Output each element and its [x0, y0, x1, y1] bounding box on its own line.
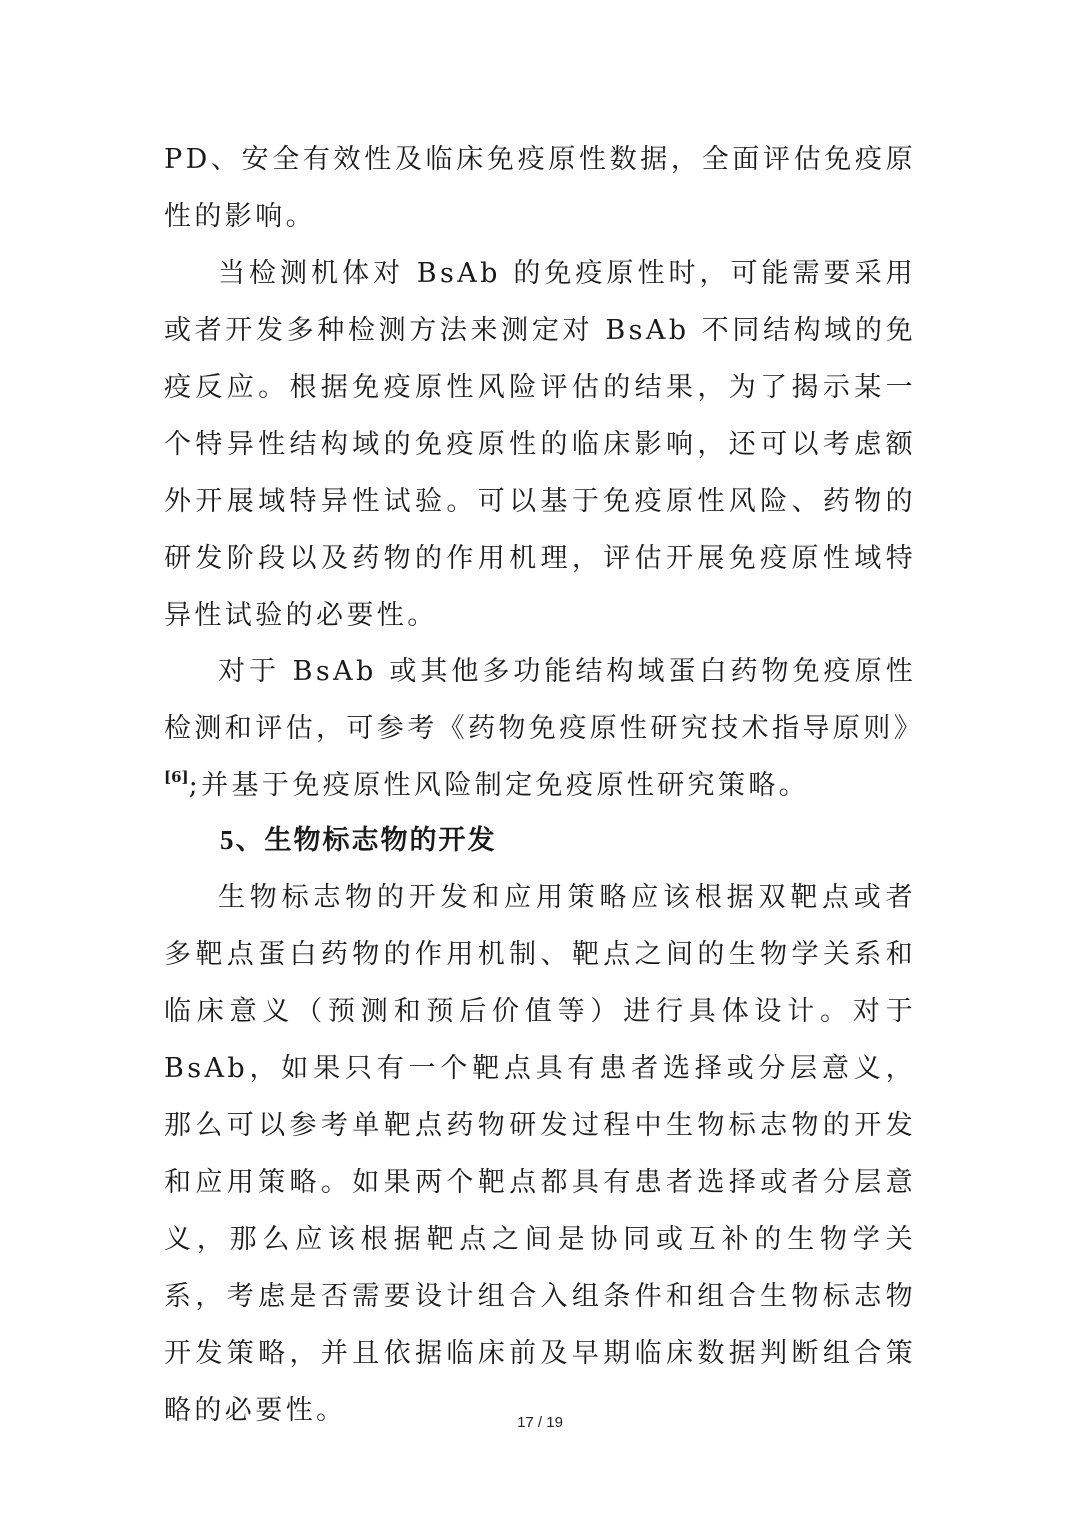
citation-reference: [6] [164, 768, 189, 786]
paragraph-1: PD、安全有效性及临床免疫原性数据，全面评估免疫原性的影响。 [164, 144, 916, 232]
page-number: 17 / 19 [517, 1414, 563, 1431]
section-number: 5、 [220, 825, 265, 855]
paragraph-2: 当检测机体对 BsAb 的免疫原性时，可能需要采用或者开发多种检测方法来测定对 BsAb 不同结构域的免疫反应。根据免疫原性风险评估的结果，为了揭示某一个特异性结构域的免疫原性的临床影响，还可以考虑额外开展域特异性试验。可以基于免疫原性风险、药物的研发阶段以及药物的作用机理，评估开展免疫原性域特异性试验的必要性。 [164, 258, 916, 631]
paragraph-3-text: 对于 BsAb 或其他多功能结构域蛋白药物免疫原性检测和评估，可参考《药物免疫原性研究技术指导原则》 [164, 656, 924, 744]
paragraph-4: 生物标志物的开发和应用策略应该根据双靶点或者多靶点蛋白药物的作用机制、靶点之间的生物学关系和临床意义（预测和预后价值等）进行具体设计。对于 BsAb，如果只有一个靶点具有患者选择或分层意义，那么可以参考单靶点药物研发过程中生物标志物的开发和应用策略。如果两个靶点都具有患者选择或者分层意义，那么应该根据靶点之间是协同或互补的生物学关系，考虑是否需要设计组合入组条件和组合生物标志物开发策略，并且依据临床前及早期临床数据判断组合策略的必要性。 [164, 882, 916, 1426]
section-heading [220, 812, 497, 869]
paragraph-3-text-end: ;并基于免疫原性风险制定免疫原性研究策略。 [188, 770, 810, 801]
section-title: 生物标志物的开发 [264, 825, 497, 855]
paragraph-3 [164, 643, 924, 814]
